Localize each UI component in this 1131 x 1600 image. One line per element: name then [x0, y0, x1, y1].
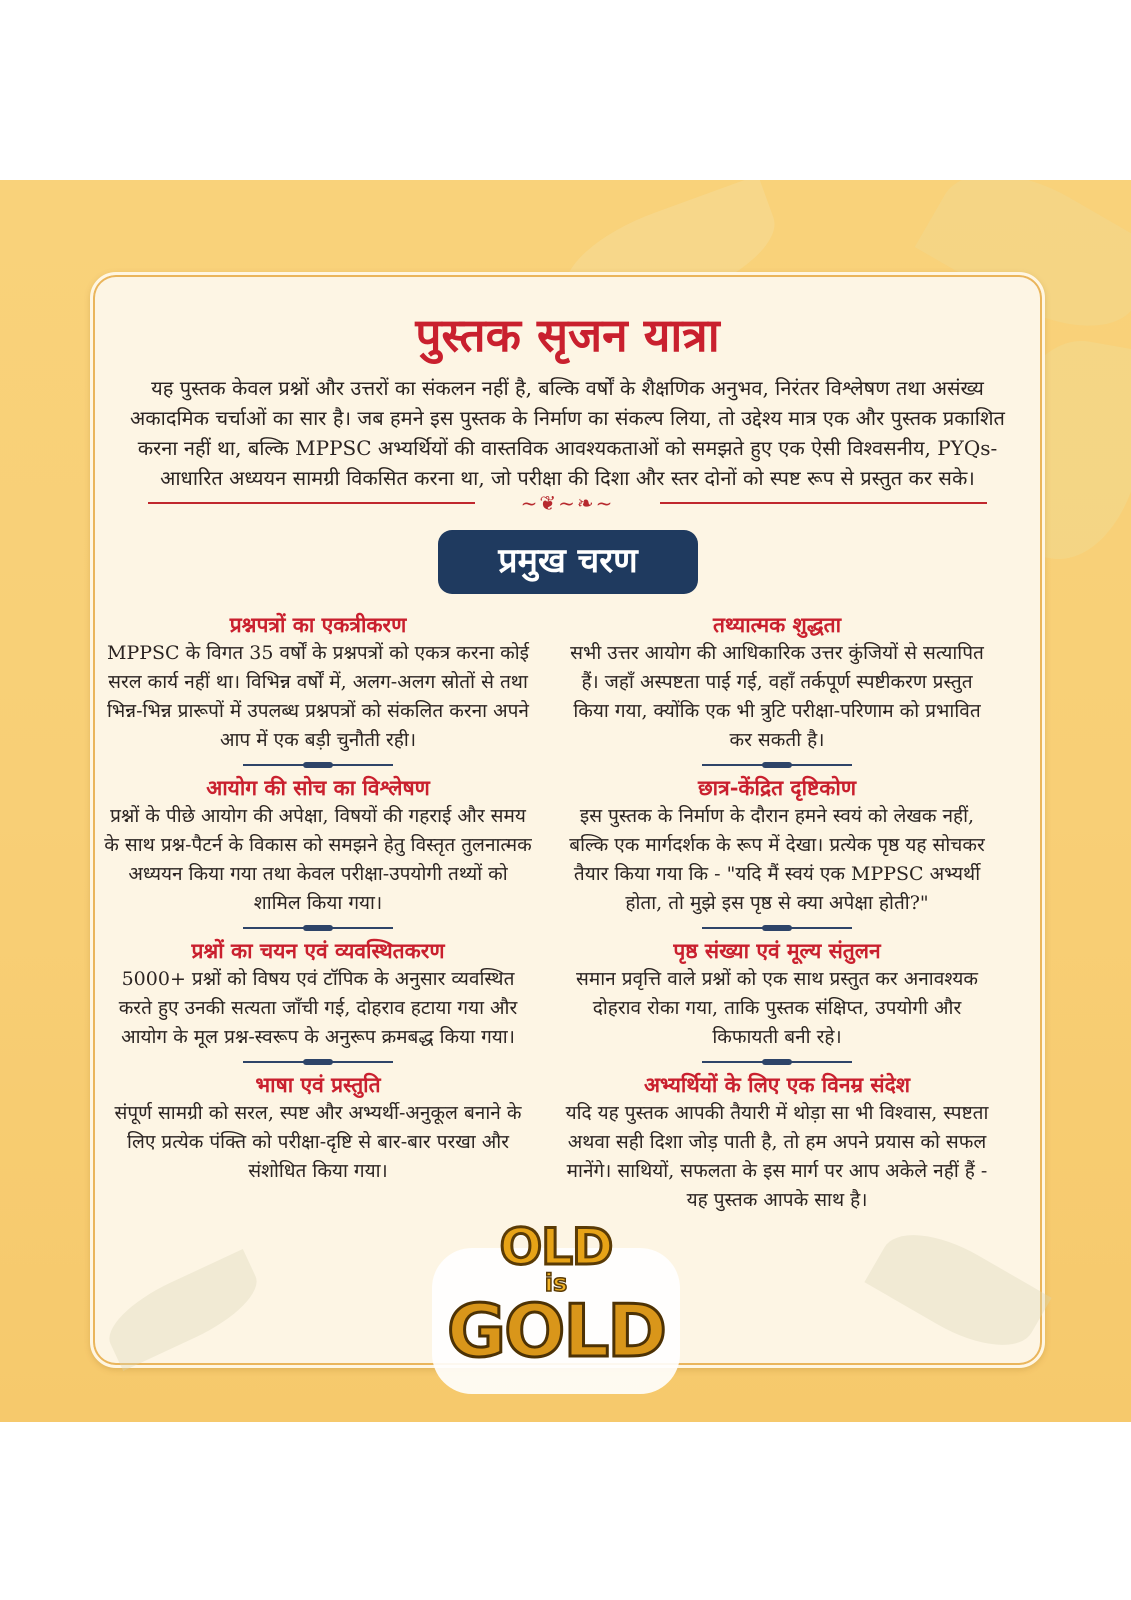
- left-column: [103, 611, 533, 1186]
- section-separator: [243, 927, 393, 929]
- section-separator: [243, 1061, 393, 1063]
- right-column: [562, 611, 992, 1215]
- logo-word-is: is: [544, 1269, 568, 1297]
- logo-word-gold: GOLD: [447, 1289, 665, 1373]
- step-block: [103, 774, 533, 918]
- step-body: इस पुस्तक के निर्माण के दौरान हमने स्वयं को लेखक नहीं, बल्कि एक मार्गदर्शक के रूप में देखा। प्रत्येक पृष्ठ यह सोचकर तैयार किया गया कि - "यदि मैं स्वयं एक MPPSC अभ्यर्थी होता, तो मुझे इस पृष्ठ से क्या अपेक्षा होती?": [569, 805, 985, 914]
- step-heading: पृष्ठ संख्या एवं मूल्य संतुलन: [673, 938, 881, 963]
- step-body: 5000+ प्रश्नों को विषय एवं टॉपिक के अनुसार व्यवस्थित करते हुए उनकी सत्यता जाँची गई, दोहराव हटाया गया और आयोग के मूल प्रश्न-स्वरूप के अनुरूप क्रमबद्ध किया गया।: [118, 968, 518, 1048]
- step-body: समान प्रवृत्ति वाले प्रश्नों को एक साथ प्रस्तुत कर अनावश्यक दोहराव रोका गया, ताकि पुस्तक संक्षिप्त, उपयोगी और किफायती बनी रहे।: [576, 968, 978, 1048]
- old-is-gold-logo: [426, 1218, 686, 1400]
- step-heading: प्रश्नों का चयन एवं व्यवस्थितकरण: [191, 938, 445, 963]
- intro-paragraph: यह पुस्तक केवल प्रश्नों और उत्तरों का संकलन नहीं है, बल्कि वर्षों के शैक्षणिक अनुभव, निरंतर विश्लेषण तथा असंख्य अकादमिक चर्चाओं का सार है। जब हमने इस पुस्तक के निर्माण का संकल्प लिया, तो उद्देश्य मात्र एक और पुस्तक प्रकाशित करना नहीं था, बल्कि MPPSC अभ्यर्थियों की वास्तविक आवश्यकताओं को समझते हुए एक ऐसी विश्वसनीय, PYQs-आधारित अध्ययन सामग्री विकसित करना था, जो परीक्षा की दिशा और स्तर दोनों को स्पष्ट रूप से प्रस्तुत कर सके।: [130, 376, 1005, 490]
- step-body: संपूर्ण सामग्री को सरल, स्पष्ट और अभ्यर्थी-अनुकूल बनाने के लिए प्रत्येक पंक्ति को परीक्षा-दृष्टि से बार-बार परखा और संशोधित किया गया।: [114, 1102, 522, 1182]
- section-label-pill: प्रमुख चरण: [438, 530, 698, 594]
- ornament-icon: ~❦~❧~: [475, 491, 660, 515]
- step-heading: तथ्यात्मक शुद्धता: [712, 612, 842, 637]
- step-block: [103, 937, 533, 1052]
- step-heading: अभ्यर्थियों के लिए एक विनम्र संदेश: [643, 1072, 911, 1097]
- step-block: [103, 1071, 533, 1186]
- step-body: सभी उत्तर आयोग की आधिकारिक उत्तर कुंजियों से सत्यापित हैं। जहाँ अस्पष्टता पाई गई, वहाँ तर्कपूर्ण स्पष्टीकरण प्रस्तुत किया गया, क्योंकि एक भी त्रुटि परीक्षा-परिणाम को प्रभावित कर सकती है।: [570, 642, 984, 751]
- step-block: [562, 611, 992, 755]
- step-heading: छात्र-केंद्रित दृष्टिकोण: [697, 775, 857, 800]
- logo-word-old: OLD: [499, 1218, 613, 1276]
- step-body: MPPSC के विगत 35 वर्षों के प्रश्नपत्रों को एकत्र करना कोई सरल कार्य नहीं था। विभिन्न वर्षों में, अलग-अलग स्रोतों से तथा भिन्न-भिन्न प्रारूपों में उपलब्ध प्रश्नपत्रों को संकलित करना अपने आप में एक बड़ी चुनौती रही।: [106, 642, 530, 751]
- page-title: पुस्तक सृजन यात्रा: [415, 308, 720, 362]
- step-block: [103, 611, 533, 755]
- content-card: [90, 272, 1045, 1373]
- section-separator: [702, 927, 852, 929]
- step-body: यदि यह पुस्तक आपकी तैयारी में थोड़ा सा भी विश्वास, स्पष्टता अथवा सही दिशा जोड़ पाती है, तो हम अपने प्रयास को सफल मानेंगे। साथियों, सफलता के इस मार्ग पर आप अकेले नहीं हैं - यह पुस्तक आपके साथ है।: [565, 1102, 989, 1211]
- section-separator: [702, 764, 852, 766]
- step-heading: प्रश्नपत्रों का एकत्रीकरण: [229, 612, 407, 637]
- step-block: [562, 1071, 992, 1215]
- section-separator: [243, 764, 393, 766]
- step-body: प्रश्नों के पीछे आयोग की अपेक्षा, विषयों की गहराई और समय के साथ प्रश्न-पैटर्न के विकास को समझने हेतु विस्तृत तुलनात्मक अध्ययन किया गया तथा केवल परीक्षा-उपयोगी तथ्यों को शामिल किया गया।: [104, 805, 532, 914]
- section-separator: [702, 1061, 852, 1063]
- step-block: [562, 937, 992, 1052]
- palm-leaf-icon: [98, 1249, 268, 1371]
- palm-leaf-icon: [864, 1213, 1051, 1367]
- step-heading: भाषा एवं प्रस्तुति: [255, 1072, 381, 1097]
- step-heading: आयोग की सोच का विश्लेषण: [206, 775, 430, 800]
- step-block: [562, 774, 992, 918]
